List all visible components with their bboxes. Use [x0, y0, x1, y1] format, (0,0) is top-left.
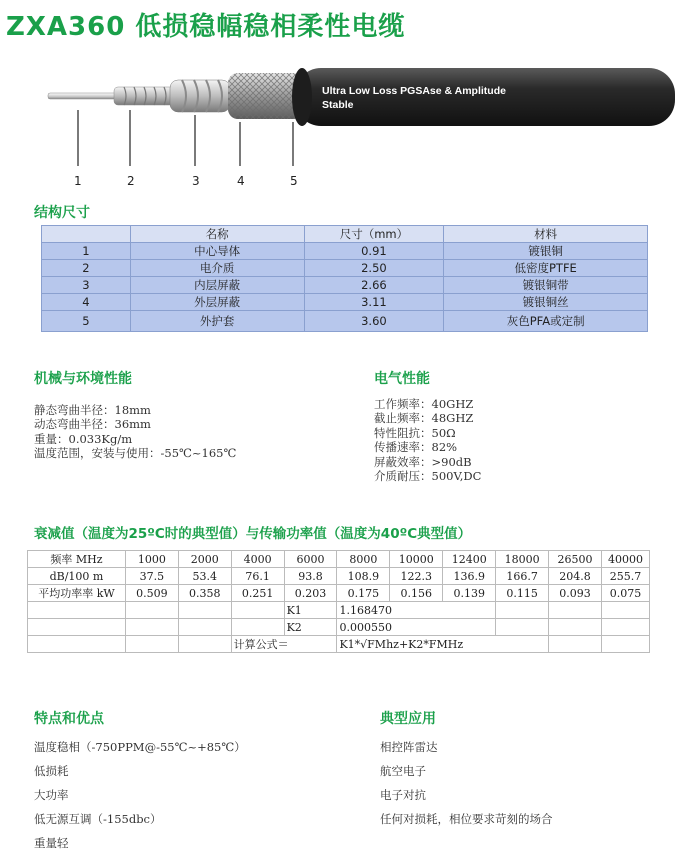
elec-line: 介质耐压：500V,DC [374, 468, 482, 483]
table-header [42, 226, 648, 243]
table-cell: 0.139 [443, 585, 496, 602]
callout-5: 5 [290, 174, 298, 188]
table-cell: 204.8 [549, 568, 602, 585]
table-cell: 0.156 [390, 585, 443, 602]
table-cell: 灰色PFA或定制 [444, 311, 648, 332]
table-cell: 26500 [549, 551, 602, 568]
table-cell: 2 [42, 260, 131, 277]
empty-cell [601, 619, 649, 636]
table-row [42, 277, 648, 294]
app-item: 航空电子 [380, 764, 426, 778]
table-cell: 0.115 [496, 585, 549, 602]
table-cell: 6000 [284, 551, 337, 568]
empty-cell [549, 636, 602, 653]
cable-illustration [40, 60, 680, 190]
table-cell: 3.11 [304, 294, 444, 311]
empty-cell [178, 619, 231, 636]
page-title: ZXA360 低损稳幅稳相柔性电缆 [6, 12, 406, 42]
callout-1: 1 [74, 174, 82, 188]
table-cell: 1000 [125, 551, 178, 568]
k2-label: K2 [284, 619, 337, 636]
table-cell: 0.251 [231, 585, 284, 602]
table-cell: 0.509 [125, 585, 178, 602]
empty-cell [125, 636, 178, 653]
table-cell: 0.358 [178, 585, 231, 602]
table-cell: 10000 [390, 551, 443, 568]
table-cell: 外护套 [130, 311, 304, 332]
app-item: 电子对抗 [380, 788, 426, 802]
table-row [42, 294, 648, 311]
app-item: 任何对损耗，相位要求苛刻的场合 [380, 812, 553, 826]
table-cell: 镀银铜带 [444, 277, 648, 294]
table-cell: 37.5 [125, 568, 178, 585]
table-cell: 53.4 [178, 568, 231, 585]
mech-line: 温度范围，安装与使用：-55℃~165℃ [34, 446, 237, 461]
elec-line: 工作频率：40GHZ [374, 397, 474, 411]
elec-line: 特性阻抗：50Ω [374, 425, 456, 440]
elec-line: 传播速率：82% [374, 440, 458, 455]
table-cell: 3.60 [304, 311, 444, 332]
table-cell: 8000 [337, 551, 390, 568]
center-conductor [48, 93, 118, 99]
mech-line: 静态弯曲半径：18mm [34, 403, 151, 417]
table-row [28, 585, 650, 602]
formula-value: K1*√FMhz+K2*FMHz [337, 636, 549, 653]
feature-item: 低无源互调（-155dbc） [34, 812, 162, 826]
table-cell: 122.3 [390, 568, 443, 585]
feature-item: 重量轻 [34, 836, 69, 850]
feature-item: 温度稳相（-750PPM@-55℃~+85℃） [34, 740, 246, 754]
table-row [28, 602, 650, 619]
table-cell: 0.093 [549, 585, 602, 602]
cable-label-1: Ultra Low Loss PGSAse & Amplitude [322, 85, 506, 97]
empty-cell [549, 602, 602, 619]
atten-heading: 衰减值（温度为25ºC时的典型值）与传输功率值（温度为40ºC典型值） [34, 526, 472, 542]
feature-item: 大功率 [34, 788, 69, 802]
mech-specs [34, 403, 236, 461]
header-cell: 名称 [130, 226, 304, 243]
table-cell: 136.9 [443, 568, 496, 585]
table-cell: 0.175 [337, 585, 390, 602]
table-cell: 2.66 [304, 277, 444, 294]
table-row [42, 260, 648, 277]
k2-value: 0.000550 [337, 619, 496, 636]
empty-cell [231, 602, 284, 619]
header-cell [42, 226, 131, 243]
atten-table [27, 550, 650, 653]
table-cell: 中心导体 [130, 243, 304, 260]
table-cell: 93.8 [284, 568, 337, 585]
elec-heading: 电气性能 [374, 371, 430, 387]
empty-cell [178, 636, 231, 653]
table-cell: 255.7 [601, 568, 649, 585]
empty-cell [28, 619, 126, 636]
header-cell: 材料 [444, 226, 648, 243]
callout-2: 2 [127, 174, 135, 188]
table-cell: 166.7 [496, 568, 549, 585]
mech-line: 重量：0.033Kg/m [34, 431, 133, 446]
table-cell: 40000 [601, 551, 649, 568]
empty-cell [496, 602, 549, 619]
empty-cell [549, 619, 602, 636]
mech-heading: 机械与环境性能 [34, 371, 132, 387]
structure-table [41, 225, 648, 332]
table-cell: 5 [42, 311, 131, 332]
elec-specs [374, 397, 481, 483]
table-row [42, 243, 648, 260]
table-cell: 3 [42, 277, 131, 294]
table-cell: dB/100 m [28, 568, 126, 585]
mech-line: 动态弯曲半径：36mm [34, 417, 151, 432]
table-cell: 0.203 [284, 585, 337, 602]
cable-label-2: Stable [322, 99, 354, 111]
k1-label: K1 [284, 602, 337, 619]
empty-cell [231, 619, 284, 636]
empty-cell [28, 602, 126, 619]
outer-jacket [295, 68, 675, 126]
apps-heading: 典型应用 [380, 711, 436, 727]
elec-line: 截止频率：48GHZ [374, 411, 474, 426]
table-cell: 镀银铜 [444, 243, 648, 260]
empty-cell [125, 619, 178, 636]
table-cell: 外层屏蔽 [130, 294, 304, 311]
table-row [28, 636, 650, 653]
table-row [28, 568, 650, 585]
empty-cell [496, 619, 549, 636]
table-cell: 0.91 [304, 243, 444, 260]
elec-line: 屏蔽效率：>90dB [374, 454, 472, 469]
table-cell: 2000 [178, 551, 231, 568]
empty-cell [601, 636, 649, 653]
k1-value: 1.168470 [337, 602, 496, 619]
table-cell: 76.1 [231, 568, 284, 585]
table-cell: 0.075 [601, 585, 649, 602]
empty-cell [125, 602, 178, 619]
callout-4: 4 [237, 174, 245, 188]
table-cell: 平均功率率 kW [28, 585, 126, 602]
empty-cell [28, 636, 126, 653]
empty-cell [178, 602, 231, 619]
table-cell: 12400 [443, 551, 496, 568]
table-cell: 18000 [496, 551, 549, 568]
features-heading: 特点和优点 [34, 711, 104, 727]
feature-item: 低损耗 [34, 764, 69, 778]
table-row [42, 311, 648, 332]
empty-cell [601, 602, 649, 619]
table-cell: 频率 MHz [28, 551, 126, 568]
table-row [28, 619, 650, 636]
table-cell: 镀银铜丝 [444, 294, 648, 311]
table-cell: 2.50 [304, 260, 444, 277]
table-cell: 4000 [231, 551, 284, 568]
table-cell: 低密度PTFE [444, 260, 648, 277]
structure-heading: 结构尺寸 [34, 205, 90, 221]
table-row [28, 551, 650, 568]
app-item: 相控阵雷达 [380, 740, 438, 754]
formula-label: 计算公式＝ [231, 636, 337, 653]
callout-3: 3 [192, 174, 200, 188]
table-cell: 电介质 [130, 260, 304, 277]
table-cell: 108.9 [337, 568, 390, 585]
table-cell: 内层屏蔽 [130, 277, 304, 294]
table-cell: 4 [42, 294, 131, 311]
table-cell: 1 [42, 243, 131, 260]
header-cell: 尺寸（mm） [304, 226, 444, 243]
